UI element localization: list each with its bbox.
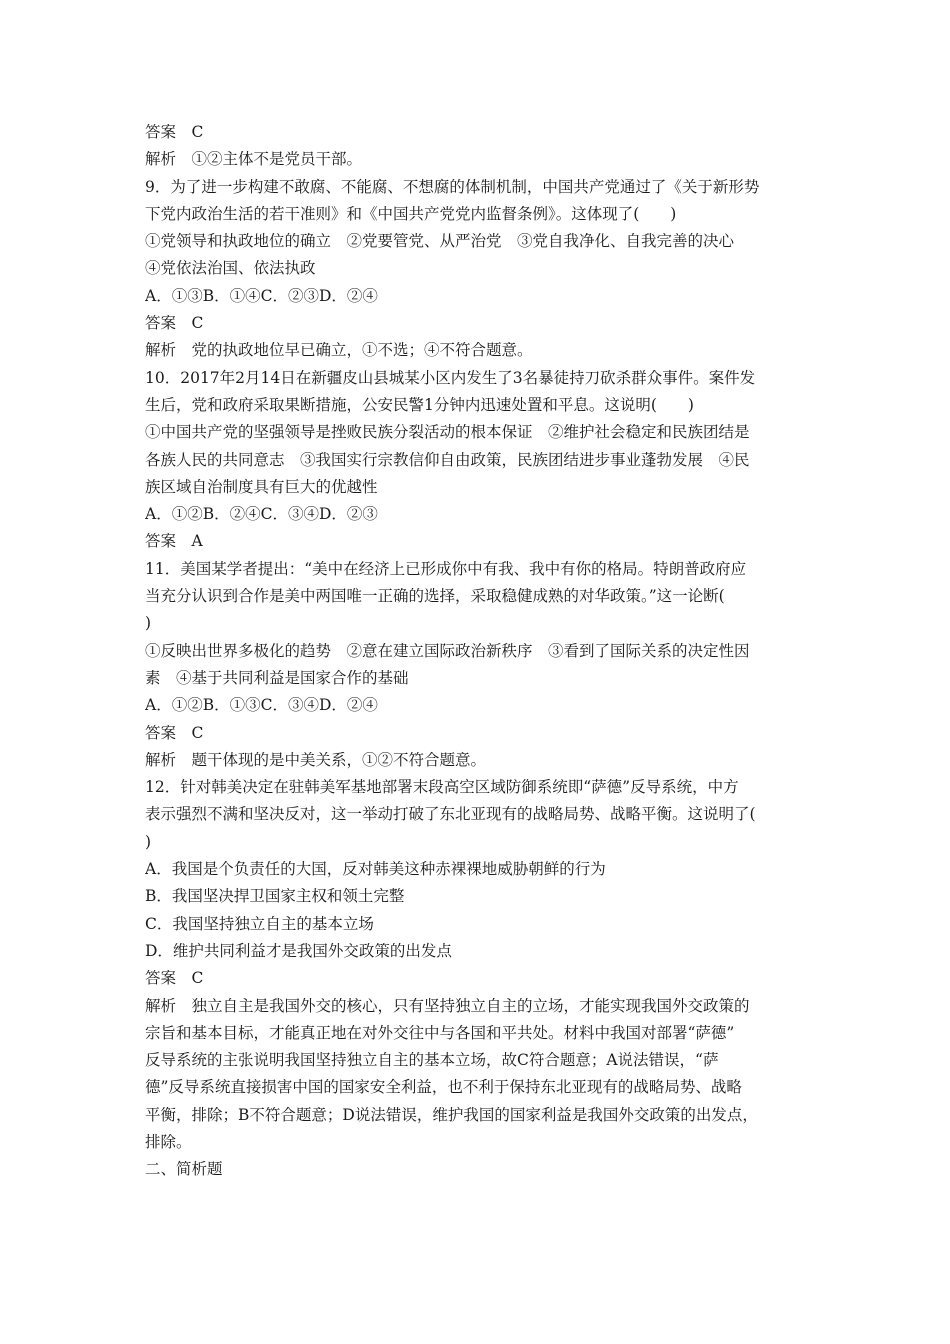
text-line: ) [145,832,152,851]
text-line: 10．2017年2月14日在新疆皮山县城某小区内发生了3名暴徒持刀砍杀群众事件。案件发 [145,368,756,387]
text-line: 答案 C [145,123,204,141]
text-line: 解析 题干体现的是中美关系，①②不符合题意。 [145,750,487,769]
text-line: 宗旨和基本目标，才能真正地在对外交往中与各国和平共处。材料中我国对部署“萨德” [145,1023,735,1042]
text-line: B．我国坚决捍卫国家主权和领土完整 [145,887,405,906]
text-line: 解析 独立自主是我国外交的核心，只有坚持独立自主的立场，才能实现我国外交政策的 [145,996,750,1015]
text-line: 反导系统的主张说明我国坚持独立自主的基本立场，故C符合题意；A说法错误，“萨 [145,1051,719,1070]
text-line: 解析 党的执政地位早已确立，①不选；④不符合题意。 [145,341,533,360]
text-line: C．我国坚持独立自主的基本立场 [145,914,374,933]
text-line: 答案 C [145,723,204,742]
text-line: A．我国是个负责任的大国，反对韩美这种赤裸裸地威胁朝鲜的行为 [145,860,606,879]
text-line: 下党内政治生活的若干准则》和《中国共产党党内监督条例》。这体现了( ) [145,204,677,223]
text-line: 生后，党和政府采取果断措施，公安民警1分钟内迅速处置和平息。这说明( ) [145,395,694,414]
text-line: 9．为了进一步构建不敢腐、不能腐、不想腐的体制机制，中国共产党通过了《关于新形势 [145,177,760,196]
text-line: 答案 C [145,314,204,333]
text-line: A．①③B．①④C．②③D．②④ [145,286,378,305]
text-line: 族区域自治制度具有巨大的优越性 [145,477,378,496]
text-line: 平衡，排除；B不符合题意；D说法错误，维护我国的国家利益是我国外交政策的出发点， [145,1105,758,1124]
text-line: D．维护共同利益才是我国外交政策的出发点 [145,941,452,960]
text-line: 11．美国某学者提出：“美中在经济上已形成你中有我、我中有你的格局。特朗普政府应 [145,559,747,578]
text-line: ④党依法治国、依法执政 [145,259,316,278]
text-line: 当充分认识到合作是美中两国唯一正确的选择，采取稳健成熟的对华政策。”这一论断( [145,587,725,606]
text-line: ①中国共产党的坚强领导是挫败民族分裂活动的根本保证 ②维护社会稳定和民族团结是 [145,423,750,442]
text-line: ①党领导和执政地位的确立 ②党要管党、从严治党 ③党自我净化、自我完善的决心 [145,232,735,251]
text-line: A．①②B．②④C．③④D．②③ [145,505,378,524]
text-line: 12．针对韩美决定在驻韩美军基地部署末段高空区域防御系统即“萨德”反导系统，中方 [145,778,739,797]
section-heading: 二、简析题 [145,1160,223,1179]
text-line: A．①②B．①③C．③④D．②④ [145,696,378,715]
text-line: ①反映出世界多极化的趋势 ②意在建立国际政治新秩序 ③看到了国际关系的决定性因 [145,641,750,660]
text-line: 答案 A [145,532,203,551]
text-line: ) [145,614,152,633]
text-line: 德”反导系统直接损害中国的国家安全利益，也不利于保持东北亚现有的战略局势、战略 [145,1078,742,1097]
text-line: 各族人民的共同意志 ③我国实行宗教信仰自由政策，民族团结进步事业蓬勃发展 ④民 [145,450,750,469]
text-line: 答案 C [145,969,204,988]
text-line: 解析 ①②主体不是党员干部。 [145,150,363,169]
text-line: 素 ④基于共同利益是国家合作的基础 [145,668,409,687]
text-line: 表示强烈不满和坚决反对，这一举动打破了东北亚现有的战略局势、战略平衡。这说明了( [145,805,756,824]
document-page [145,119,807,1184]
text-line: 排除。 [145,1132,192,1151]
